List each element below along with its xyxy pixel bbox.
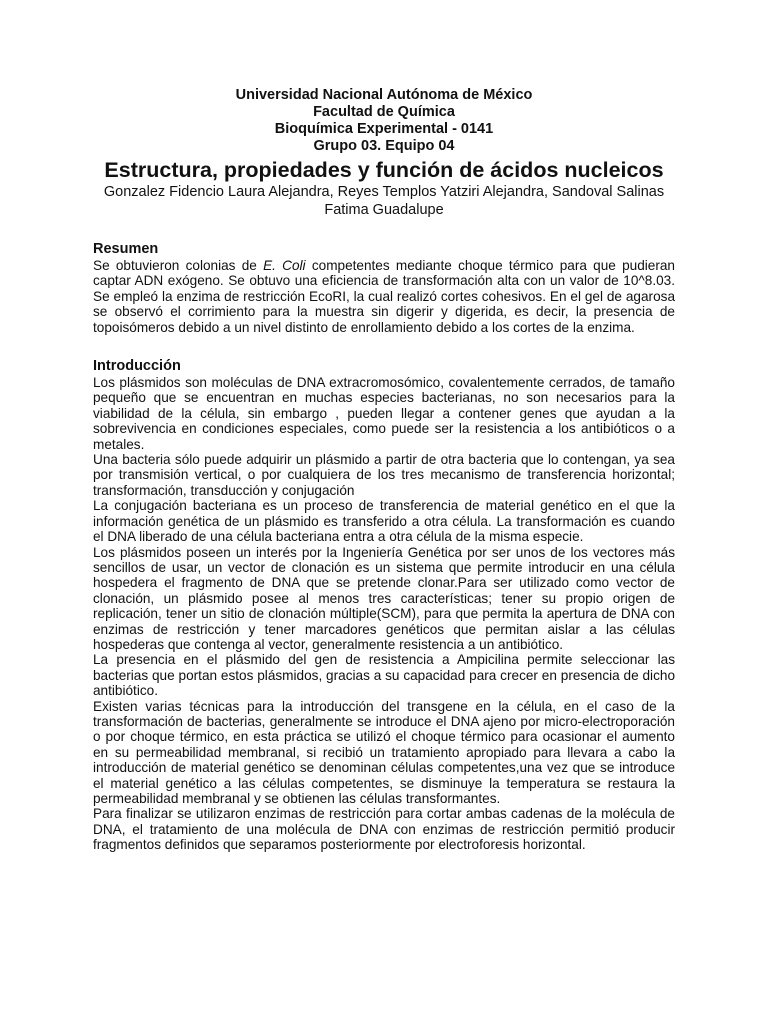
author-list: Gonzalez Fidencio Laura Alejandra, Reyes Templos Yatziri Alejandra, Sandoval Salinas Fatima Guadalupe xyxy=(103,184,665,218)
species-name: E. Coli xyxy=(263,258,306,273)
resumen-text-start: Se obtuvieron colonias de xyxy=(93,258,264,273)
introduccion-paragraph-2: Una bacteria sólo puede adquirir un plásmido a partir de otra bacteria que lo contengan, ya sea por transmisión vertical, o por cualquiera de los tres mecanismo de transferencia horizontal; transformación, transducción y conjugación xyxy=(93,452,675,498)
university-name: Universidad Nacional Autónoma de México xyxy=(235,87,533,103)
resumen-paragraph xyxy=(93,258,675,335)
introduccion-section xyxy=(93,358,675,853)
introduccion-paragraph-1: Los plásmidos son moléculas de DNA extracromosómico, covalentemente cerrados, de tamaño pequeño que se encuentran en muchas especies bacterianas, no son necesarios para la viabilidad de la célula, sin embargo , pueden llegar a contener genes que ayudan a la sobrevivencia en condiciones especiales, como puede ser la resistencia a los antibióticos o a metales. xyxy=(93,375,675,452)
group-name: Grupo 03. Equipo 04 xyxy=(313,138,455,154)
resumen-section xyxy=(93,241,675,335)
introduccion-paragraph-6: Existen varias técnicas para la introducción del transgene en la célula, en el caso de la transformación de bacterias, generalmente se introduce el DNA ajeno por micro-electroporación o por choque térmico, en esta práctica se utilizó el choque térmico para ocasionar el aumento en su permeabilidad membranal, si recibió un tratamiento apropiado para llevara a cabo la introducción de material genético se denominan células competentes,una vez que se introduce el material genético a las células competentes, se disminuye la temperatura se restaura la permeabilidad membranal y se obtienen las células transformantes. xyxy=(93,698,675,806)
resumen-text-rest: competentes mediante choque térmico para que pudieran captar ADN exógeno. Se obtuvo una eficiencia de transformación alta con un valor de 10^8.03. Se empleó la enzima de restricción EcoRI, la cual realizó cortes cohesivos. En el gel de agarosa se observó el corrimiento para la muestra sin digerir y digerida, es decir, la presencia de topoisómeros debido a un nivel distinto de enrollamiento debido a los cortes de la enzima. xyxy=(93,258,675,335)
introduccion-paragraph-5: La presencia en el plásmido del gen de resistencia a Ampicilina permite seleccionar las bacterias que portan estos plásmidos, gracias a su capacidad para crecer en presencia de dicho antibiótico. xyxy=(93,652,675,699)
course-name: Bioquímica Experimental - 0141 xyxy=(274,121,494,137)
introduccion-paragraph-4: Los plásmidos poseen un interés por la Ingeniería Genética por ser unos de los vectores más sencillos de usar, un vector de clonación es un sistema que permite introducir en una célula hospedera el fragmento de DNA que se pretende clonar.Para ser utilizado como vector de clonación, un plásmido posee al menos tres características; tener su propio origen de replicación, tener un sitio de clonación múltiple(SCM), para que permita la apertura de DNA con enzimas de restricción y tener marcadores genéticos que permitan aislar a las células hospederas que contenga al vector, generalmente resistencia a un antibiótico. xyxy=(93,544,675,652)
faculty-name: Facultad de Química xyxy=(313,104,455,120)
introduccion-paragraph-7: Para finalizar se utilizaron enzimas de restricción para cortar ambas cadenas de la molécula de DNA, el tratamiento de una molécula de DNA con enzimas de restricción permitió producir fragmentos definidos que separamos posteriormente por electroforesis horizontal. xyxy=(93,806,675,853)
document-header xyxy=(93,87,675,155)
introduccion-paragraph-3: La conjugación bacteriana es un proceso de transferencia de material genético en el que la información genética de un plásmido es transferido a otra célula. La transformación es cuando el DNA liberado de una célula bacteriana entra a otra célula de la misma especie. xyxy=(93,498,675,545)
introduccion-heading: Introducción xyxy=(93,358,181,375)
resumen-heading: Resumen xyxy=(93,241,159,257)
document-title: Estructura, propiedades y función de ácidos nucleicos xyxy=(104,158,664,182)
